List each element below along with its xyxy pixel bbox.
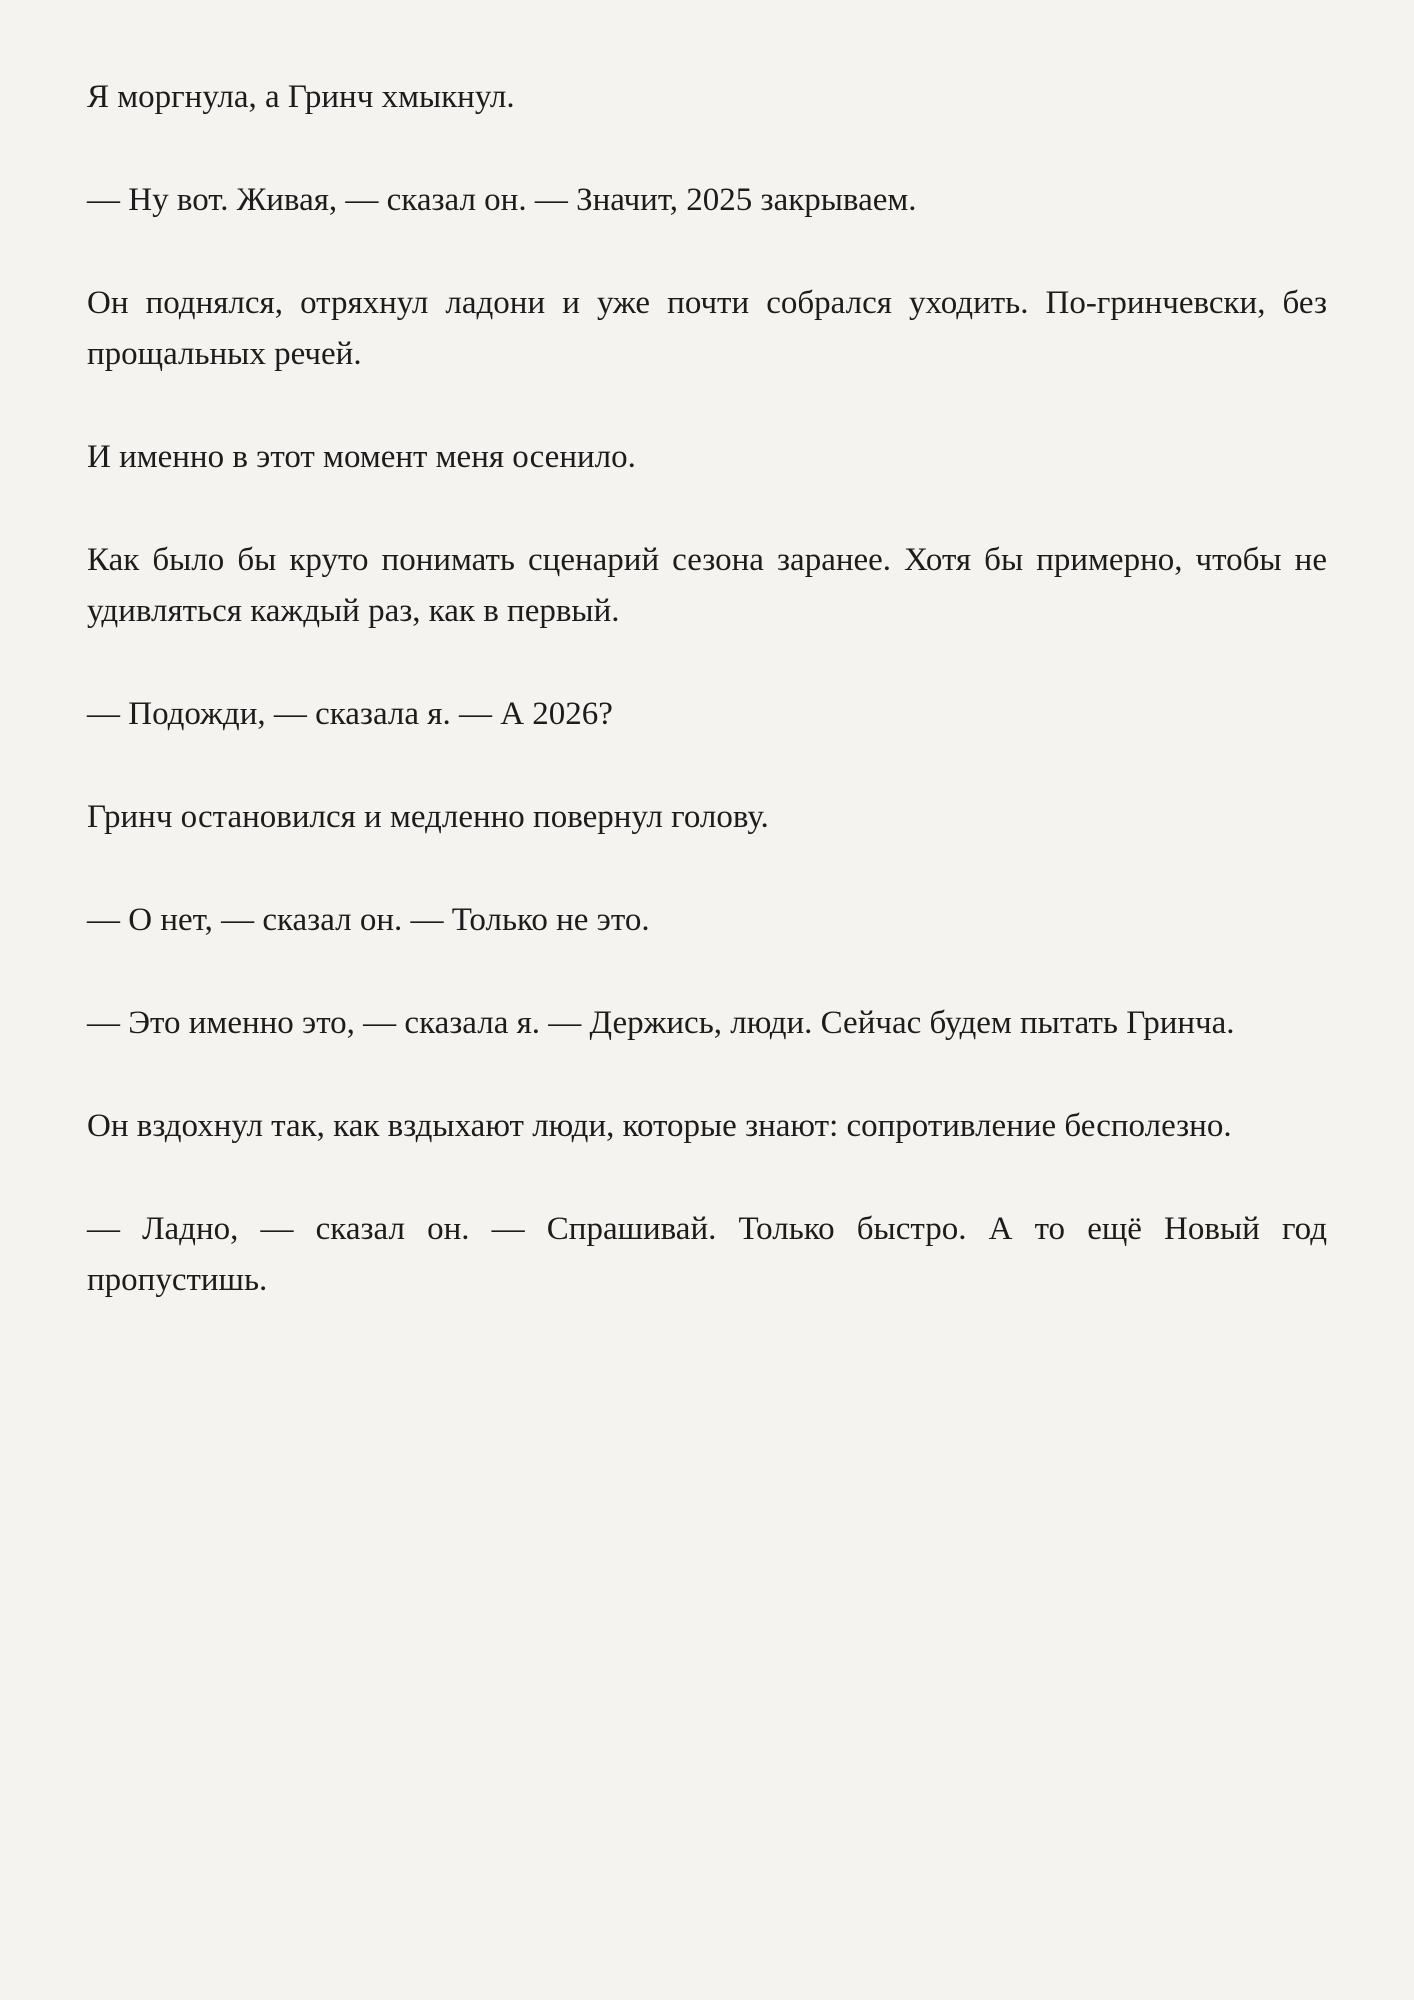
- paragraph-4: И именно в этот момент меня осенило.: [87, 439, 636, 475]
- paragraph-7: Гринч остановился и медленно повернул голову.: [87, 799, 769, 835]
- paragraph-2: — Ну вот. Живая, — сказал он. — Значит, 2025 закрываем.: [87, 182, 917, 218]
- paragraph-1: Я моргнула, а Гринч хмыкнул.: [87, 79, 515, 115]
- paragraph-10: Он вздохнул так, как вздыхают люди, которые знают: сопротивление бесполезно.: [87, 1108, 1232, 1144]
- paragraph-5: Как было бы круто понимать сценарий сезона заранее. Хотя бы примерно, чтобы не удивляться каждый раз, как в первый.: [87, 542, 1327, 629]
- paragraph-3: Он поднялся, отряхнул ладони и уже почти собрался уходить. По-гринчевски, без прощальных речей.: [87, 285, 1327, 372]
- paragraph-6: — Подожди, — сказала я. — А 2026?: [87, 696, 613, 732]
- paragraph-11: — Ладно, — сказал он. — Спрашивай. Только быстро. А то ещё Новый год пропустишь.: [87, 1211, 1327, 1298]
- paragraph-9: — Это именно это, — сказала я. — Держись, люди. Сейчас будем пытать Гринча.: [87, 1005, 1235, 1041]
- paragraph-8: — О нет, — сказал он. — Только не это.: [87, 902, 650, 938]
